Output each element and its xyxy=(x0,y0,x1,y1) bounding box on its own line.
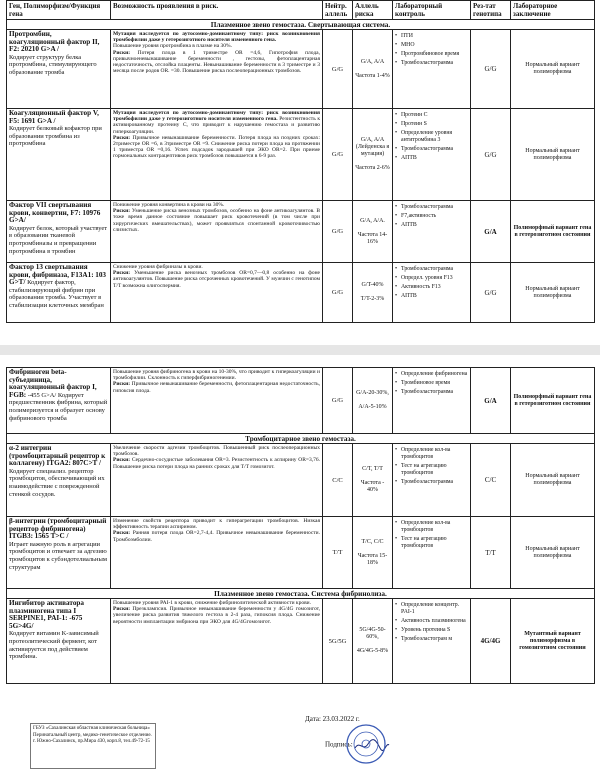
genotype-result: G/A xyxy=(471,368,511,434)
results-table-page-1 xyxy=(6,0,595,323)
lab-control-cell xyxy=(393,30,471,109)
gene-description: Кодирует специализ. рецептор тромбоцитов, обеспечивающий их взаимодействие с поврежденной стенкой сосудов. xyxy=(9,467,105,498)
gene-cell xyxy=(7,368,111,434)
risk-label: Риски: xyxy=(113,457,131,464)
gene-code: 103 G>T/ xyxy=(9,270,106,287)
genotype-result: T/T xyxy=(471,517,511,589)
manifest-cell xyxy=(111,517,323,589)
manifest-cell xyxy=(111,263,323,323)
risk-frequency: Частота - 40% xyxy=(360,480,385,493)
manifest-cell xyxy=(111,201,323,263)
gene-cell xyxy=(7,517,111,589)
lab-item: • Активность F13 xyxy=(395,284,468,291)
gene-code: 1691 G>A / xyxy=(21,116,56,125)
risk-allele: G/A, A/A (Лейденска я мутация) xyxy=(355,137,390,157)
risk-allele-cell xyxy=(353,30,393,109)
manifest-lead: Мутация наследуется по аутосомно-доминантному типу: риск возникновения тромбофилии даже у гетерозиготного носителя измененного гена. xyxy=(113,31,320,44)
lab-item: • Определение уровня антитромбина 3 xyxy=(395,130,468,144)
header-manifest: Возможность проявления в риск. xyxy=(111,1,323,20)
risk-text: Сердечно-сосудистые заболевания OR=3. Резистентность к аспирину OR=3,76. Повышение риска потери плода на ранних сроках для T/T гомозигот. xyxy=(113,457,321,470)
risk-allele-cell xyxy=(353,263,393,323)
date-value: 23.03.2022 г. xyxy=(322,715,360,723)
genotype-result: 4G/4G xyxy=(471,599,511,684)
gene-cell xyxy=(7,263,111,323)
risk-label: Риски: xyxy=(113,530,131,537)
gene-title: Фактор VII свертывания крови, конвертин, F7: xyxy=(9,201,92,217)
header-gene: Ген, Полиморфизм/Функция гена xyxy=(7,1,111,20)
manifest-cell xyxy=(111,368,323,434)
risk-allele: G/T-40% xyxy=(361,282,384,288)
conclusion: Нормальный вариант полиморфизма xyxy=(511,444,595,517)
manifest-text: Резистентность к активированному протеину С, что приводит к нарушению гемостаза и развитию гиперкоагуляции. xyxy=(113,116,321,135)
manifest-text: Повышение уровня PAI-1 в крови, снижение фибринолитической активности крови. xyxy=(113,600,312,606)
lab-item: • АПТВ xyxy=(395,155,468,162)
table-row xyxy=(7,263,595,323)
gene-title: Ингибитор активатора плазминогена типа I SERPINE1, PAI-1: xyxy=(9,599,85,623)
lab-item: • Тромбоэластограм м xyxy=(395,636,468,643)
risk-allele: C/T, T/T xyxy=(362,466,383,472)
gene-title: β-интегрин (тромбоцитарный рецептор фибриногена) ITGB3: xyxy=(9,517,107,541)
risk-label: Риски: xyxy=(113,381,131,388)
manifest-cell xyxy=(111,599,323,684)
risk-allele: 5G/4G-50-60%, xyxy=(359,627,386,640)
conclusion: Нормальный вариант полиморфизма xyxy=(511,263,595,323)
table-row xyxy=(7,368,595,434)
genotype-result: G/G xyxy=(471,109,511,201)
manifest-cell xyxy=(111,109,323,201)
header-conclusion: Лабораторное заключение xyxy=(511,1,595,20)
risk-label: Риски: xyxy=(113,606,131,613)
neutral-allele: G/G xyxy=(323,109,353,201)
lab-item: • ПТИ xyxy=(395,33,468,40)
lab-item: • Тромбоэластограмма xyxy=(395,146,468,153)
gene-cell xyxy=(7,599,111,684)
section-row xyxy=(7,589,595,599)
gene-description: Кодирует белок, который участвует в образовании тканевой протромбиназы и превращении протромбина в тромбин xyxy=(9,224,108,255)
table-header xyxy=(7,1,595,20)
manifest-lead: Мутация наследуется по аутосомно-доминантному типу: риск возникновения тромбофилии даже у гетерозиготного носителя измененного гена. xyxy=(113,110,320,123)
gene-title: Протромбин, коагуляционный фактор II, F2: xyxy=(9,30,100,54)
risk-allele-cell xyxy=(353,368,393,434)
risk-frequency: Частота 2-6% xyxy=(355,165,390,171)
lab-item: • МНО xyxy=(395,42,468,49)
section-title: Плазменное звено гемостаза. Система фибринолиза. xyxy=(7,589,595,599)
lab-item: • Определение кол-ва тромбоцитов xyxy=(395,520,468,534)
manifest-text: Понижение уровня конвертина в крови на 30%. xyxy=(113,202,225,208)
risk-label: Риски: xyxy=(113,270,131,277)
lab-item: • Тромбоэластограмма xyxy=(395,60,468,67)
gene-cell xyxy=(7,444,111,517)
header-risk: Аллель риска xyxy=(353,1,393,20)
conclusion: Нормальный вариант полиморфизма xyxy=(511,30,595,109)
lab-item: • Тест на агрегацию тромбоцитов xyxy=(395,536,468,550)
lab-control-cell xyxy=(393,201,471,263)
lab-item: • Определ. уровня F13 xyxy=(395,275,468,282)
gene-title: Фибриноген beta-субъединица, коагуляционный фактор I, FGB: xyxy=(9,368,97,399)
gene-title: Фактор 13 свертывания крови, фибриназа, F13A1: xyxy=(9,263,94,279)
section-row xyxy=(7,434,595,444)
neutral-allele: C/C xyxy=(323,444,353,517)
lab-item: • АПТВ xyxy=(395,222,468,229)
gene-description: Кодирует предшественник фибрина, который полимеризуется и образует основу фибринового тромба xyxy=(9,391,108,422)
round-seal-icon xyxy=(345,723,387,765)
lab-item: • Определение фибриногена xyxy=(395,371,468,378)
gene-code: 10976 G>A/ xyxy=(9,208,101,225)
page-1 xyxy=(0,0,600,345)
risk-text: Привычное невынашивание беременности, фетоплацентарная недостаточность, гипоксия плода. xyxy=(113,381,321,394)
gene-code: -455 G>A/ xyxy=(27,391,57,399)
lab-item: • Тромбоэластограмма xyxy=(395,266,468,273)
risk-frequency: Частота 1-4% xyxy=(355,72,390,79)
risk-allele-cell xyxy=(353,201,393,263)
table-row xyxy=(7,30,595,109)
risk-label: Риски: xyxy=(113,208,131,215)
manifest-text: Увеличение скорости адгезии тромбоцитов. Повышенный риск послеоперационных тромбозов. xyxy=(113,445,320,458)
header-neutral: Нейтр. аллель xyxy=(323,1,353,20)
section-title: Тромбоцитарное звено гемостаза. xyxy=(7,434,595,444)
risk-label: Риски: xyxy=(113,49,131,56)
risk-frequency: 4G/4G-5-8% xyxy=(356,648,389,654)
lab-item: • Определение кол-ва тромбоцитов xyxy=(395,447,468,461)
lab-item: • Уровень протеина S xyxy=(395,627,468,634)
risk-allele: G/A-20-30%, xyxy=(356,390,389,396)
manifest-text: Повышение уровня фибриногена в крови на 10-30%, что приводит к гиперкоагуляции и тромбофилии. Склонность к гиперфибриногенемии. xyxy=(113,369,320,382)
risk-text: Привычное невынашивание беременности. Потеря плода на поздних сроках: 2триместре OR =6, в 3триместре OR =9. Снижение риска потери плода на протяжении 1 триместра OR =0,16. Успех подсадок зародышей при ЭКО OR=2. При приеме гормональных контрацептивов риск тромбозов повышается в 6-9 раз. xyxy=(113,134,321,160)
header-lab: Лабораторный контроль xyxy=(393,1,471,20)
manifest-text: Изменение свойств рецептора приводит к гиперагрегации тромбоцитов. Низкая эффективность терапии аспирином. xyxy=(113,518,320,531)
manifest-cell xyxy=(111,30,323,109)
neutral-allele: G/G xyxy=(323,263,353,323)
gene-description: Играет важную роль в агрегации тромбоцитов и отвечает за адгезию тромбоцитов к субэндотелиальным структурам xyxy=(9,540,107,571)
signature-label: Подпись: xyxy=(325,740,353,749)
risk-text: Презклампсия. Привычное невынашивание беременности у 4G/4G гомозигот, увеличение риска развития тяжелого гестоза в 2-4 раза, гипоксия плода. Снижение вероятности имплантации эмбриона при ЭКО для 4G/4Gгомозигот. xyxy=(113,606,320,625)
risk-text: Уменьшение риска венозных тромбозов OR=0,7—0,8 особенно на фоне антикоагулянтов. Повышение риска отсроченных кровотечений. У мужчин с генотипом T/T возможна олигоспермия. xyxy=(113,270,320,289)
conclusion: Нормальный вариант полиморфизма xyxy=(511,109,595,201)
lab-item: • Активность плазминогена xyxy=(395,618,468,625)
lab-control-cell xyxy=(393,444,471,517)
page-2 xyxy=(0,355,600,770)
lab-item: • АПТВ xyxy=(395,293,468,300)
lab-item: • Определение концентр. PAI-1 xyxy=(395,602,468,616)
gene-description: Кодирует витамин K-зависимый протеолитический фермент, кот активируется под действием тромбина. xyxy=(9,630,99,661)
section-row xyxy=(7,20,595,30)
lab-control-cell xyxy=(393,517,471,589)
date-line xyxy=(305,715,360,723)
risk-frequency: A/A-5-10% xyxy=(358,404,387,410)
gene-code: -675 5G>4G/ xyxy=(9,614,83,630)
lab-item: • Протеин S xyxy=(395,121,468,128)
risk-frequency: Частота 14-16% xyxy=(357,231,388,245)
risk-allele: T/C, C/C xyxy=(361,538,384,545)
header-result: Рез-тат генотипа xyxy=(471,1,511,20)
neutral-allele: T/T xyxy=(323,517,353,589)
table-row xyxy=(7,109,595,201)
results-table-page-2 xyxy=(6,367,595,684)
neutral-allele: G/G xyxy=(323,201,353,263)
manifest-text: Снижение уровня фибриназы в крови. xyxy=(113,264,203,270)
gene-title: α-2 интегрин (тромбоцитарный рецептор к коллагену) ITGA2: xyxy=(9,444,106,468)
lab-control-cell xyxy=(393,368,471,434)
genotype-result: G/G xyxy=(471,263,511,323)
gene-description: Кодирует белковый кофактор при образовании тромбина из протромбина xyxy=(9,125,102,148)
gene-cell xyxy=(7,30,111,109)
conclusion: Нормальный вариант полиморфизма xyxy=(511,517,595,589)
neutral-allele: 5G/5G xyxy=(323,599,353,684)
date-label: Дата: xyxy=(305,715,321,723)
gene-cell xyxy=(7,109,111,201)
risk-frequency: T/T-2-3% xyxy=(360,296,385,302)
risk-allele-cell xyxy=(353,599,393,684)
table-row xyxy=(7,201,595,263)
gene-code: 807C>T / xyxy=(72,459,102,468)
conclusion: Полиморфный вариант гена в гетерозиготном состоянии xyxy=(511,368,595,434)
gene-cell xyxy=(7,201,111,263)
table-row xyxy=(7,599,595,684)
lab-item: • Протеин С xyxy=(395,112,468,119)
risk-label: Риски: xyxy=(113,134,131,141)
gene-title: Коагуляционный фактор V, F5: xyxy=(9,109,99,125)
gene-code: 20210 G>A / xyxy=(21,45,60,54)
risk-allele-cell xyxy=(353,444,393,517)
lab-item: • Тромбоэластограмма xyxy=(395,479,468,486)
genotype-result: G/A xyxy=(471,201,511,263)
conclusion: Полиморфный вариант гена в гетерозиготном состоянии xyxy=(511,201,595,263)
lab-control-cell xyxy=(393,263,471,323)
clinic-stamp: ГБУЗ «Сахалинская областная клиническая больница» Перинатальный центр, медико-генетическое отделение. г. Южно-Сахалинск, пр.Мира 430, корп.8, тел.49-72-15 xyxy=(30,723,156,769)
lab-item: • Тромбоэластограмма xyxy=(395,389,468,396)
risk-allele: G/A, A/A. xyxy=(360,217,385,224)
risk-text: Потеря плода в 1 триместре OR =4,6, Гипотрофия плода, привычноеневынашивание беременности , гестозы, фетоплацентарная недостаточность, отслойка плаценты. Невынашивание беременности в 3 триместре и 3 месяца после родов OR. =30. Повышение риска послеоперационных тромбозов. xyxy=(113,49,320,75)
lab-item: • Тромбоэластограмма xyxy=(395,204,468,211)
risk-allele-cell xyxy=(353,109,393,201)
lab-control-cell xyxy=(393,109,471,201)
neutral-allele: G/G xyxy=(323,30,353,109)
page-separator xyxy=(0,345,600,355)
risk-frequency: Частота 15-18% xyxy=(357,552,388,566)
risk-text: Ранняя потеря плода OR=2,7-4,4. Привычное невынашивание беременности. Тромбоэмболии. xyxy=(113,530,320,543)
neutral-allele: G/G xyxy=(323,368,353,434)
lab-control-cell xyxy=(393,599,471,684)
manifest-text: Повышение уровня протромбина в плазме на 30%. xyxy=(113,43,233,50)
lab-item: • Тест на агрегацию тромбоцитов xyxy=(395,463,468,477)
table-row xyxy=(7,517,595,589)
conclusion: Мутантный вариант полиморфизма в гомозиготном состоянии xyxy=(511,599,595,684)
genotype-result: G/G xyxy=(471,30,511,109)
section-title: Плазменное звено гемостаза. Свертывающая система. xyxy=(7,20,595,30)
genotype-result: C/C xyxy=(471,444,511,517)
lab-item: • F7,активность xyxy=(395,213,468,220)
gene-description: Кодирует структуру белка протромбина, стимулирующего образование тромба xyxy=(9,53,97,76)
risk-allele: G/A, A/A xyxy=(360,58,385,65)
risk-allele-cell xyxy=(353,517,393,589)
lab-item: • Тромбиновое время xyxy=(395,380,468,387)
gene-description: Кодирует фактор, стабилизирующий фибрин при образовании тромба. Участвует в стабилизации клеточных мембран xyxy=(9,279,104,309)
risk-text: Уменьшение риска венозных тромбозов, особенно на фоне антикоагулянтов. В тоже время данное состояние повышает риск кровотечений (в том числе при хирургических вмешательствах), может проявляться спонтанной кровоточивостью слизистых. xyxy=(113,208,320,233)
lab-item: • Протромбиновое время xyxy=(395,51,468,58)
gene-code: 1565 T>C / xyxy=(34,532,69,541)
manifest-cell xyxy=(111,444,323,517)
table-row xyxy=(7,444,595,517)
